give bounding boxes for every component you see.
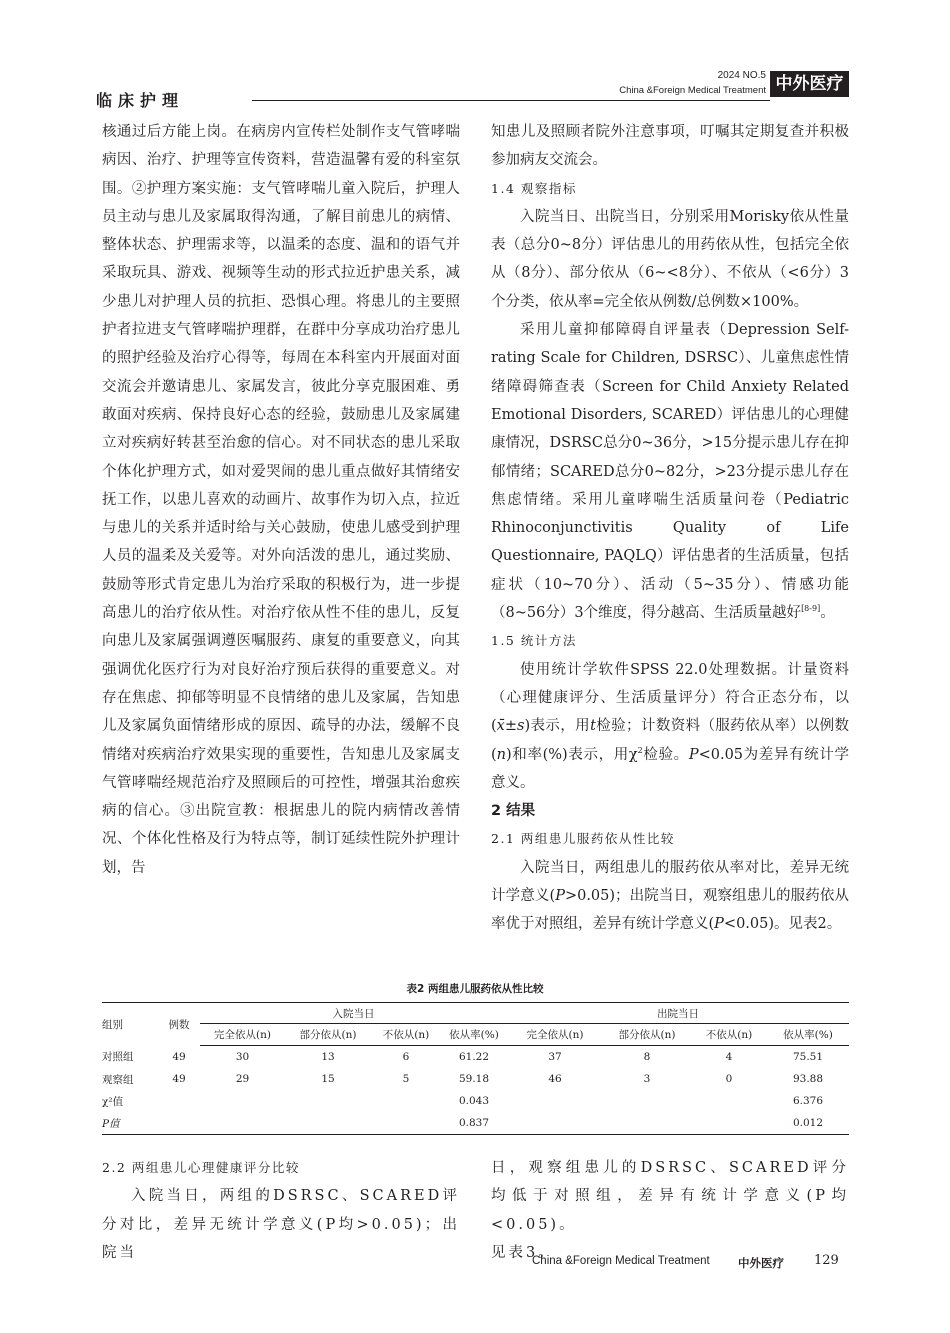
paragraph: 知患儿及照顾者院外注意事项，叮嘱其定期复查并积极参加病友交流会。 — [491, 124, 849, 169]
col-header-admission: 入院当日 — [200, 1003, 507, 1024]
section-title: 临床护理 — [96, 91, 185, 110]
left-column — [102, 118, 460, 882]
col-header: 完全依从(n) — [200, 1024, 285, 1046]
section-heading-1-5: 1.5 统计方法 — [491, 633, 577, 649]
paragraph: 采用儿童抑郁障碍自评量表（Depression Self-rating Scale for Children, DSRSC）、儿童焦虑性情绪障碍筛查表（Screen for Child Anxiety Related Emotional Disorders, SCARED）评估患儿的心理健康情况，DSRSC总分0~36分，>15分提示患儿存在抑郁情绪；SCARED总分0~82分，>23分提示患儿存在焦虑情绪。采用儿童哮喘生活质量问卷（Pediatric Rhinoconjunctivitis Quality of Life Questionnaire, PAQLQ）评估患者的生活质量，包括症状（10~70分）、活动（5~35分）、情感功能（8~56分）3个维度，得分越高、生活质量越好[8-9]。 — [491, 322, 849, 622]
section-heading-2: 2 结果 — [491, 803, 536, 820]
table-title: 表2 两组患儿服药依从性比较 — [406, 983, 544, 995]
table-row: 观察组 49 29 15 5 59.18 46 3 0 93.88 — [102, 1073, 824, 1086]
table-row-p: P值 0.837 0.012 — [102, 1112, 849, 1135]
col-header: 部分依从(n) — [285, 1024, 371, 1046]
table-row-chi: χ²值 0.043 6.376 — [102, 1095, 824, 1108]
col-header-discharge: 出院当日 — [507, 1003, 849, 1024]
col-header-n: 例数 — [158, 1003, 200, 1046]
section-heading-1-4: 1.4 观察指标 — [491, 180, 577, 196]
page-number: 129 — [814, 1253, 839, 1268]
paragraph: 核通过后方能上岗。在病房内宣传栏处制作支气管哮喘病因、治疗、护理等宣传资料，营造温馨有爱的科室氛围。②护理方案实施：支气管哮喘儿童入院后，护理人员主动与患儿及家属取得沟通，了解目前患儿的病情、整体状态、护理需求等，以温柔的态度、温和的语气并采取玩具、游戏、视频等生动的形式拉近护患关系，减少患儿对护理人员的抗拒、恐惧心理。将患儿的主要照护者拉进支气管哮喘护理群，在群中分享成功治疗患儿的照护经验及治疗心得等，每周在本科室内开展面对面交流会并邀请患儿、家属发言，彼此分享克服困难、勇敢面对疾病、保持良好心态的经验，鼓励患儿及家属建立对疾病好转甚至治愈的信心。对不同状态的患儿采取个体化护理方式，如对爱哭闹的患儿重点做好其情绪安抚工作，以患儿喜欢的动画片、故事作为切入点，拉近与患儿的关系并适时给与关心鼓励，使患儿感受到护理人员的温柔及关爱等。对外向活泼的患儿，通过奖励、鼓励等形式肯定患儿为治疗采取的积极行为，进一步提高患儿的治疗依从性。对治疗依从性不佳的患儿，反复向患儿及家属强调遵医嘱服药、康复的重要意义，向其强调优化医疗行为对良好治疗预后获得的重要意义。对存在焦虑、抑郁等明显不良情绪的患儿及家属，告知患儿及家属负面情绪形成的原因、疏导的办法，缓解不良情绪对疾病治疗效果实现的重要性，告知患儿及家属支气管哮喘经规范治疗及照顾后的可控性，增强其治愈疾病的信心。③出院宣教：根据患儿的院内病情改善情况、个体化性格及行为特点等，制订延续性院外护理计划，告 — [102, 124, 460, 876]
footer-journal-name: China &Foreign Medical Treatment — [532, 1255, 710, 1267]
col-header: 不依从(n) — [371, 1024, 441, 1046]
paragraph: 日，观察组患儿的DSRSC、SCARED评分均低于对照组，差异有统计学意义(P均<0.05)。 — [491, 1160, 849, 1233]
header-rule — [252, 100, 770, 101]
bottom-left-column — [102, 1154, 460, 1267]
col-header-group: 组别 — [102, 1003, 158, 1046]
col-header: 依从率(%) — [441, 1024, 507, 1046]
col-header: 完全依从(n) — [507, 1024, 603, 1046]
paragraph: 见表3。 — [491, 1244, 556, 1261]
section-heading-2-1: 2.1 两组患儿服药依从性比较 — [491, 831, 675, 847]
paragraph: 入院当日，两组的DSRSC、SCARED评分对比，差异无统计学意义(P均>0.05)；出院当 — [102, 1188, 460, 1261]
table-row: 对照组 49 30 13 6 61.22 37 8 4 75.51 — [102, 1050, 824, 1064]
footer-brand: 中外医疗 — [738, 1256, 784, 1270]
compliance-table — [102, 1002, 849, 1135]
col-header: 不依从(n) — [691, 1024, 767, 1046]
journal-name: China &Foreign Medical Treatment — [619, 85, 766, 96]
section-heading-2-2: 2.2 两组患儿心理健康评分比较 — [102, 1160, 300, 1175]
issue-label: 2024 NO.5 — [717, 70, 766, 81]
right-column — [491, 118, 849, 939]
col-header: 部分依从(n) — [603, 1024, 691, 1046]
paragraph: 入院当日，两组患儿的服药依从率对比，差异无统计学意义(P>0.05)；出院当日，观察组患儿的服药依从率优于对照组，差异有统计学意义(P<0.05)。见表2。 — [491, 859, 849, 933]
bottom-right-column — [491, 1154, 849, 1267]
paragraph: 入院当日、出院当日，分别采用Morisky依从性量表（总分0~8分）评估患儿的用药依从性，包括完全依从（8分）、部分依从（6~<8分）、不依从（<6分）3个分类，依从率=完全依从例数/总例数×100%。 — [491, 208, 849, 310]
journal-brand-logo: 中外医疗 — [770, 71, 849, 97]
citation: [8-9] — [801, 604, 821, 614]
col-header: 依从率(%) — [767, 1024, 849, 1046]
paragraph: 使用统计学软件SPSS 22.0处理数据。计量资料（心理健康评分、生活质量评分）符合正态分布，以(x̄±s)表示，用t检验；计数资料（服药依从率）以例数(n)和率(%)表示，用$\chi^2$检验。P<0.05为差异有统计学意义。 — [491, 661, 850, 791]
